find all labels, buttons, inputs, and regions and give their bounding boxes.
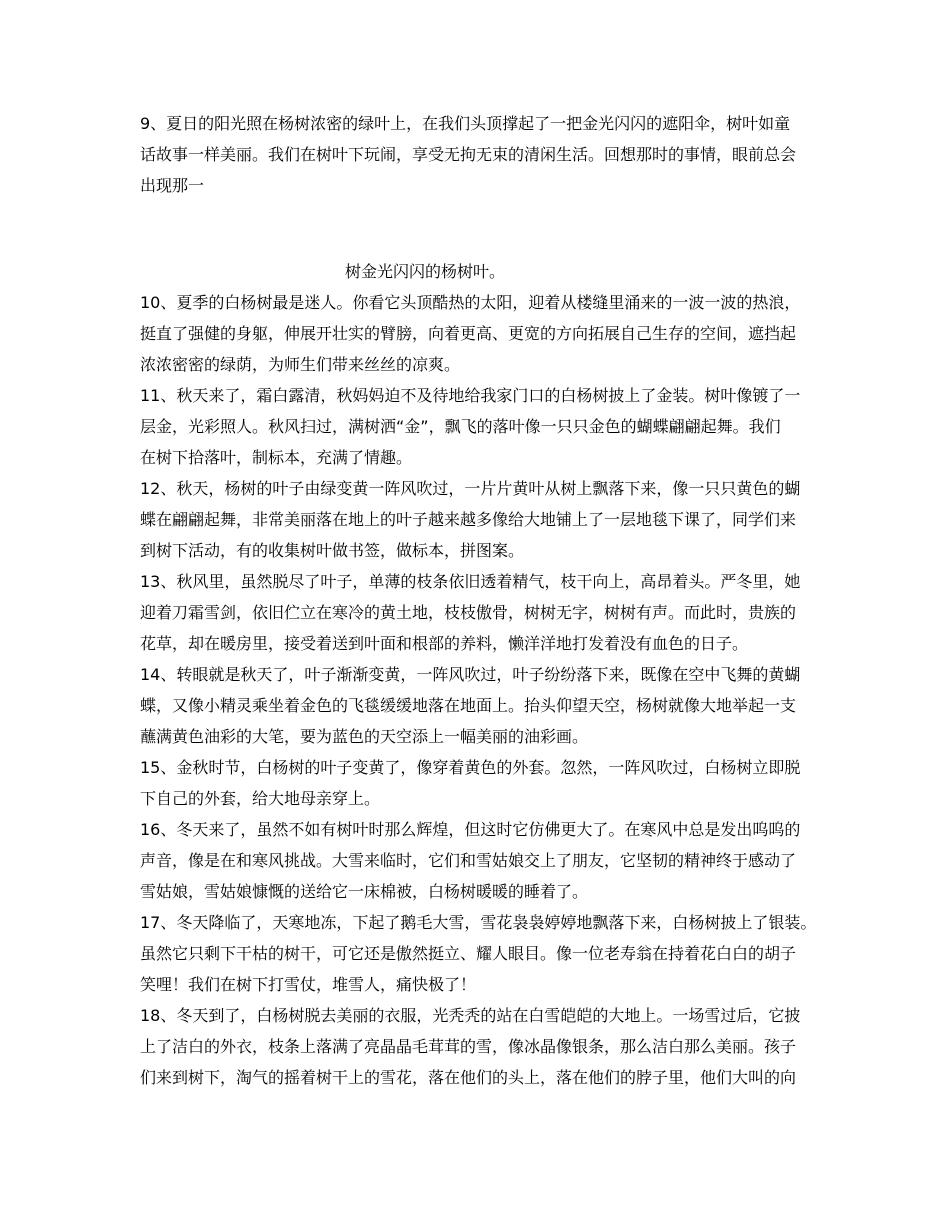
paragraph-16 xyxy=(140,814,820,907)
text-line: 们来到树下，淘气的摇着树干上的雪花，落在他们的头上，落在他们的脖子里，他们大叫的向 xyxy=(140,1068,797,1087)
text-line: 11、秋天来了，霜白露清，秋妈妈迫不及待地给我家门口的白杨树披上了金装。树叶像镀了一 xyxy=(140,386,801,405)
paragraph-12 xyxy=(140,473,820,566)
text-line: 雪姑娘，雪姑娘慷慨的送给它一床棉被，白杨树暖暖的睡着了。 xyxy=(140,882,589,901)
text-line: 下自己的外套，给大地母亲穿上。 xyxy=(140,789,381,808)
paragraph-list xyxy=(140,287,820,1093)
text-line: 花草，却在暖房里，接受着送到叶面和根部的养料，懒洋洋地打发着没有血色的日子。 xyxy=(140,634,749,653)
text-line: 出现那一 xyxy=(140,176,205,195)
text-line: 笑哩！我们在树下打雪仗，堆雪人，痛快极了！ xyxy=(140,975,477,994)
text-line: 挺直了强健的身躯，伸展开壮实的臂膀，向着更高、更宽的方向拓展自己生存的空间，遮挡起 xyxy=(140,324,797,343)
paragraph-17 xyxy=(140,907,820,1000)
text-line: 迎着刀霜雪剑，依旧伫立在寒冷的黄土地，枝枝傲骨，树树无字，树树有声。而此时，贵族的 xyxy=(140,603,797,622)
paragraph-10 xyxy=(140,287,820,380)
text-line: 蘸满黄色油彩的大笔，要为蓝色的天空添上一幅美丽的油彩画。 xyxy=(140,727,589,746)
paragraph-9 xyxy=(140,108,812,201)
text-line: 声音，像是在和寒风挑战。大雪来临时，它们和雪姑娘交上了朋友，它坚韧的精神终于感动了 xyxy=(140,851,797,870)
paragraph-18 xyxy=(140,1000,820,1093)
text-line: 10、夏季的白杨树最是迷人。你看它头顶酷热的太阳，迎着从楼缝里涌来的一波一波的热浪， xyxy=(140,293,801,312)
text-line: 蝶，又像小精灵乘坐着金色的飞毯缓缓地落在地面上。抬头仰望天空，杨树就像大地举起一支 xyxy=(140,696,797,715)
text-line: 在树下拾落叶，制标本，充满了情趣。 xyxy=(140,448,413,467)
text-line: 话故事一样美丽。我们在树叶下玩闹，享受无拘无束的清闲生活。回想那时的事情，眼前总会 xyxy=(140,145,797,164)
text-line: 蝶在翩翩起舞，非常美丽落在地上的叶子越来越多像给大地铺上了一层地毯下课了，同学们来 xyxy=(140,510,797,529)
text-line: 16、冬天来了，虽然不如有树叶时那么辉煌，但这时它仿佛更大了。在寒风中总是发出呜呜的 xyxy=(140,820,801,839)
text-line: 14、转眼就是秋天了，叶子渐渐变黄，一阵风吹过，叶子纷纷落下来，既像在空中飞舞的黄蝴 xyxy=(140,665,801,684)
text-line: 层金，光彩照人。秋风扫过，满树洒“金”，飘飞的落叶像一只只金色的蝴蝶翩翩起舞。我们 xyxy=(140,417,781,436)
paragraph-14 xyxy=(140,659,820,752)
text-line: 虽然它只剩下干枯的树干，可它还是傲然挺立、耀人眼目。像一位老寿翁在持着花白白的胡子 xyxy=(140,944,797,963)
text-line: 15、金秋时节，白杨树的叶子变黄了，像穿着黄色的外套。忽然，一阵风吹过，白杨树立即脱 xyxy=(140,758,801,777)
paragraph-11 xyxy=(140,380,820,473)
text-line: 上了洁白的外衣，枝条上落满了亮晶晶毛茸茸的雪，像冰晶像银条，那么洁白那么美丽。孩子 xyxy=(140,1037,797,1056)
text-line: 18、冬天到了，白杨树脱去美丽的衣服，光秃秃的站在白雪皑皑的大地上。一场雪过后，它披 xyxy=(140,1006,801,1025)
paragraph-15 xyxy=(140,752,820,814)
text-line: 到树下活动，有的收集树叶做书签，做标本，拼图案。 xyxy=(140,541,525,560)
text-line: 17、冬天降临了，天寒地冻，下起了鹅毛大雪，雪花袅袅婷婷地飘落下来，白杨树披上了银装。 xyxy=(140,913,817,932)
paragraph-13 xyxy=(140,566,820,659)
text-line: 12、秋天，杨树的叶子由绿变黄一阵风吹过，一片片黄叶从树上飘落下来，像一只只黄色的蝴 xyxy=(140,479,801,498)
paragraph-9-continuation: 树金光闪闪的杨树叶。 xyxy=(345,262,506,281)
text-line: 13、秋风里，虽然脱尽了叶子，单薄的枝条依旧透着精气，枝干向上，高昂着头。严冬里，她 xyxy=(140,572,801,591)
text-line: 浓浓密密的绿荫，为师生们带来丝丝的凉爽。 xyxy=(140,355,461,374)
text-line: 9、夏日的阳光照在杨树浓密的绿叶上，在我们头顶撑起了一把金光闪闪的遮阳伞，树叶如童 xyxy=(140,114,791,133)
